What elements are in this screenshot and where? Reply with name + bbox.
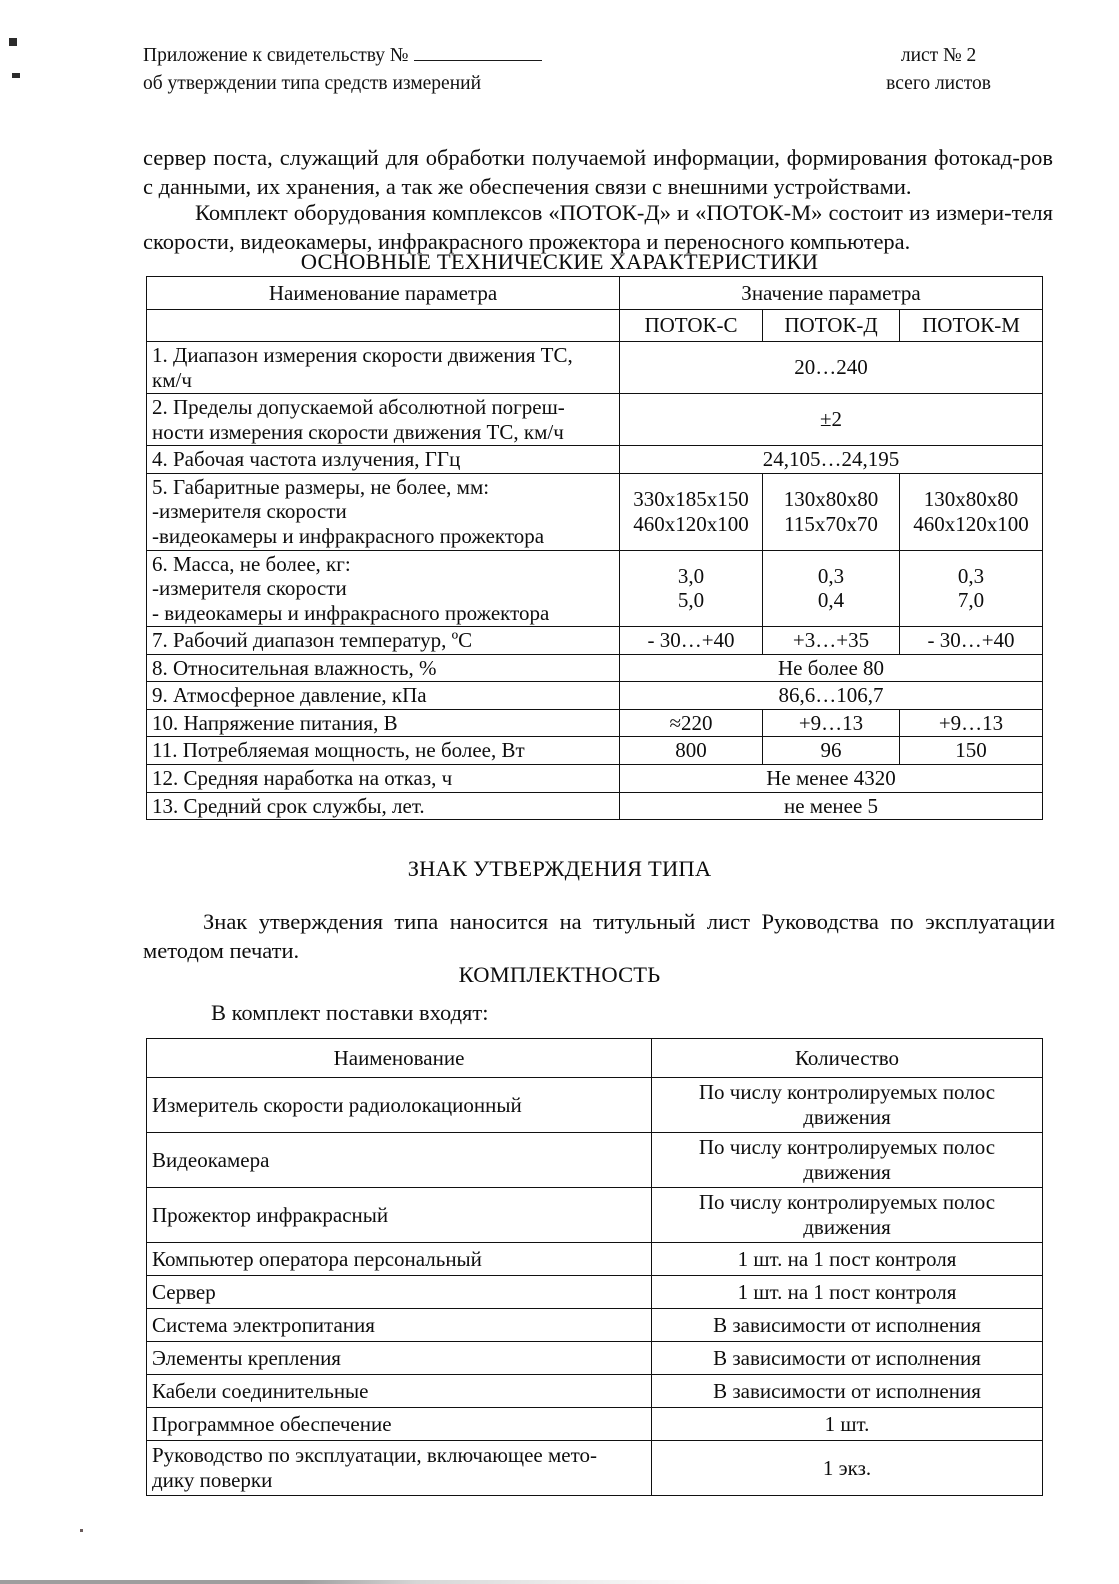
parameter-value-col-1 bbox=[620, 709, 763, 737]
cell-line: Кабели соединительные bbox=[152, 1378, 369, 1403]
header-parameter-name bbox=[147, 277, 620, 310]
cell-line: -видеокамеры и инфракрасного прожектора bbox=[152, 523, 545, 548]
parameter-value-col-2 bbox=[763, 550, 900, 627]
parameter-value-col-3 bbox=[900, 709, 1043, 737]
item-name-cell bbox=[147, 1243, 652, 1276]
column-header-1 bbox=[620, 310, 763, 342]
parameter-name-cell bbox=[147, 792, 620, 820]
item-quantity-cell bbox=[652, 1243, 1043, 1276]
cell-line: ±2 bbox=[819, 407, 843, 432]
parameter-value-merged bbox=[620, 446, 1043, 474]
parameter-value-col-2 bbox=[763, 473, 900, 550]
cell-line: 460x120x100 bbox=[913, 511, 1029, 536]
header-blank-cell bbox=[147, 310, 620, 342]
cell-line: дику поверки bbox=[152, 1468, 273, 1492]
cell-line: Сервер bbox=[152, 1279, 216, 1304]
cell-line: По числу контролируемых полос bbox=[698, 1135, 996, 1160]
table-row bbox=[147, 1441, 1043, 1496]
cell-line: 5. Габаритные размеры, не более, мм: bbox=[152, 474, 490, 499]
kit-section-title: КОМПЛЕКТНОСТЬ bbox=[458, 962, 661, 987]
cell-line: 1 шт. bbox=[824, 1411, 870, 1436]
item-name-cell bbox=[147, 1441, 652, 1496]
cell-line: не менее 5 bbox=[783, 793, 879, 818]
cell-line: По числу контролируемых полос bbox=[698, 1190, 996, 1215]
certificate-number-blank bbox=[414, 44, 542, 61]
cell-line: 0,3 bbox=[817, 563, 845, 588]
item-name-cell bbox=[147, 1375, 652, 1408]
item-name-cell bbox=[147, 1188, 652, 1243]
parameter-name-cell bbox=[147, 550, 620, 627]
cell-line: 130x80x80 bbox=[923, 487, 1019, 512]
parameter-name-cell bbox=[147, 765, 620, 793]
cell-line: 3,0 bbox=[677, 563, 705, 588]
parameter-value-col-1 bbox=[620, 737, 763, 765]
item-quantity-cell bbox=[652, 1408, 1043, 1441]
mark-section-title: ЗНАК УТВЕРЖДЕНИЯ ТИПА bbox=[407, 856, 712, 881]
scan-speck bbox=[9, 38, 17, 46]
item-name-cell bbox=[147, 1408, 652, 1441]
item-name-cell bbox=[147, 1078, 652, 1133]
cell-line: ПОТОК-С bbox=[644, 313, 738, 338]
scan-speck bbox=[80, 1529, 83, 1532]
cell-line: 4. Рабочая частота излучения, ГГц bbox=[152, 447, 461, 472]
cell-line: Не более 80 bbox=[778, 655, 885, 680]
cell-line: ПОТОК-Д bbox=[784, 313, 878, 338]
cell-line: 12. Средняя наработка на отказ, ч bbox=[152, 766, 453, 790]
intro-paragraph-2: Комплект оборудования комплексов «ПОТОК-Д» и «ПОТОК-М» состоит из измери-теля скорости, видеокамеры, инфракрасного прожектора и переносного компьютера. bbox=[143, 199, 1053, 255]
table-row bbox=[147, 1188, 1043, 1243]
table-row bbox=[147, 1408, 1043, 1441]
table-row bbox=[147, 394, 1043, 446]
table-row bbox=[147, 765, 1043, 793]
parameter-name-cell bbox=[147, 342, 620, 394]
total-sheets-label: всего листов bbox=[886, 72, 991, 94]
cell-line: -измерителя скорости bbox=[152, 576, 347, 601]
parameter-name-cell bbox=[147, 394, 620, 446]
parameter-value-col-1 bbox=[620, 627, 763, 655]
table-row bbox=[147, 550, 1043, 627]
table-row bbox=[147, 1309, 1043, 1342]
cell-line: Руководство по эксплуатации, включающее мето- bbox=[152, 1443, 597, 1468]
table-row bbox=[147, 1243, 1043, 1276]
cell-line: Элементы крепления bbox=[152, 1345, 341, 1370]
cell-line: 1 шт. на 1 пост контроля bbox=[737, 1279, 957, 1304]
cell-line: 130x80x80 bbox=[783, 487, 879, 512]
cell-line: ности измерения скорости движения ТС, км/ч bbox=[152, 419, 564, 444]
header-appendix-line bbox=[143, 42, 542, 70]
cell-line: 0,3 bbox=[957, 563, 985, 588]
sheet-number: лист № 2 bbox=[900, 45, 977, 66]
table-header-row bbox=[147, 1039, 1043, 1078]
table-row bbox=[147, 473, 1043, 550]
cell-line: 7,0 bbox=[957, 588, 985, 613]
cell-line: Значение параметра bbox=[741, 280, 921, 305]
parameter-value-merged bbox=[620, 342, 1043, 394]
item-quantity-cell bbox=[652, 1309, 1043, 1342]
cell-line: Система электропитания bbox=[152, 1312, 375, 1337]
kit-section-lead: В комплект поставки входят: bbox=[211, 1000, 489, 1025]
cell-line: 20…240 bbox=[794, 355, 868, 380]
document-header bbox=[143, 42, 1043, 97]
cell-line: 13. Средний срок службы, лет. bbox=[152, 793, 425, 818]
table-row bbox=[147, 654, 1043, 682]
item-quantity-cell bbox=[652, 1078, 1043, 1133]
cell-line: В зависимости от исполнения bbox=[713, 1312, 981, 1337]
parameter-value-col-2 bbox=[763, 709, 900, 737]
parameter-value-merged bbox=[620, 765, 1043, 793]
mark-section-text: Знак утверждения типа наносится на титульный лист Руководства по эксплуатации методом печати. bbox=[143, 908, 1055, 964]
cell-line: движения bbox=[803, 1215, 891, 1239]
cell-line: 96 bbox=[820, 738, 842, 763]
scan-edge bbox=[0, 1580, 720, 1584]
parameter-value-merged bbox=[620, 394, 1043, 446]
column-header-2 bbox=[763, 310, 900, 342]
cell-line: 5,0 bbox=[677, 588, 705, 613]
parameter-value-merged bbox=[620, 654, 1043, 682]
cell-line: движения bbox=[803, 1160, 891, 1184]
cell-line: ПОТОК-М bbox=[922, 313, 1020, 338]
header-appendix-label: Приложение к свидетельству № bbox=[143, 45, 409, 66]
cell-line: Наименование bbox=[333, 1045, 465, 1070]
item-quantity-cell bbox=[652, 1133, 1043, 1188]
cell-line: По числу контролируемых полос bbox=[698, 1080, 996, 1105]
cell-line: +9…13 bbox=[798, 710, 864, 735]
item-quantity-cell bbox=[652, 1188, 1043, 1243]
table-row bbox=[147, 709, 1043, 737]
parameter-name-cell bbox=[147, 627, 620, 655]
cell-line: +3…+35 bbox=[792, 628, 870, 653]
cell-line: км/ч bbox=[152, 367, 192, 392]
table-header-row bbox=[147, 277, 1043, 310]
parameter-name-cell bbox=[147, 446, 620, 474]
item-name-cell bbox=[147, 1342, 652, 1375]
cell-line: 0,4 bbox=[817, 588, 845, 613]
cell-line: 6. Масса, не более, кг: bbox=[152, 551, 351, 576]
technical-characteristics-table bbox=[146, 276, 1043, 820]
cell-line: Прожектор инфракрасный bbox=[152, 1202, 389, 1227]
cell-line: 9. Атмосферное давление, кПа bbox=[152, 683, 427, 708]
cell-line: Компьютер оператора персональный bbox=[152, 1246, 482, 1271]
table-row bbox=[147, 1342, 1043, 1375]
cell-line: 10. Напряжение питания, В bbox=[152, 710, 398, 735]
cell-line: - видеокамеры и инфракрасного прожектора bbox=[152, 600, 550, 625]
table-row bbox=[147, 792, 1043, 820]
cell-line: ≈220 bbox=[669, 710, 713, 735]
scan-speck bbox=[12, 73, 20, 78]
cell-line: 11. Потребляемая мощность, не более, Вт bbox=[152, 738, 525, 763]
table-subheader-row bbox=[147, 310, 1043, 342]
table-row bbox=[147, 342, 1043, 394]
cell-line: 800 bbox=[675, 738, 707, 763]
item-quantity-cell bbox=[652, 1375, 1043, 1408]
header-right-block bbox=[886, 42, 1043, 97]
cell-line: движения bbox=[803, 1105, 891, 1129]
cell-line: - 30…+40 bbox=[647, 628, 735, 653]
parameter-value-col-3 bbox=[900, 627, 1043, 655]
cell-line: 330x185x150 bbox=[633, 487, 749, 512]
table-row bbox=[147, 1276, 1043, 1309]
parameter-value-merged bbox=[620, 792, 1043, 820]
column-header-3 bbox=[900, 310, 1043, 342]
parameter-name-cell bbox=[147, 654, 620, 682]
item-quantity-cell bbox=[652, 1342, 1043, 1375]
parameter-value-col-1 bbox=[620, 473, 763, 550]
cell-line: 24,105…24,195 bbox=[762, 447, 900, 472]
cell-line: 460x120x100 bbox=[633, 511, 749, 536]
item-quantity-cell bbox=[652, 1276, 1043, 1309]
cell-line: Наименование параметра bbox=[268, 280, 498, 305]
item-quantity-cell bbox=[652, 1441, 1043, 1496]
table-row bbox=[147, 1078, 1043, 1133]
cell-line: 8. Относительная влажность, % bbox=[152, 655, 437, 680]
header-approval-line: об утверждении типа средств измерений bbox=[143, 72, 482, 94]
header-item-qty bbox=[652, 1039, 1043, 1078]
cell-line: 86,6…106,7 bbox=[778, 683, 884, 708]
tech-section-title: ОСНОВНЫЕ ТЕХНИЧЕСКИЕ ХАРАКТЕРИСТИКИ bbox=[300, 249, 819, 274]
cell-line: 1. Диапазон измерения скорости движения ТС, bbox=[152, 343, 573, 367]
cell-line: 1 экз. bbox=[822, 1455, 872, 1480]
item-name-cell bbox=[147, 1309, 652, 1342]
cell-line: В зависимости от исполнения bbox=[713, 1378, 981, 1403]
cell-line: - 30…+40 bbox=[927, 628, 1015, 653]
cell-line: В зависимости от исполнения bbox=[713, 1345, 981, 1370]
cell-line: Не менее 4320 bbox=[766, 766, 896, 790]
table-row bbox=[147, 627, 1043, 655]
cell-line: 7. Рабочий диапазон температур, ºС bbox=[152, 628, 473, 653]
completeness-table bbox=[146, 1038, 1043, 1496]
table-row bbox=[147, 1375, 1043, 1408]
parameter-value-col-3 bbox=[900, 737, 1043, 765]
cell-line: Измеритель скорости радиолокационный bbox=[152, 1092, 522, 1117]
table-row bbox=[147, 737, 1043, 765]
cell-line: 150 bbox=[955, 738, 987, 763]
cell-line: 115x70x70 bbox=[784, 511, 878, 536]
item-name-cell bbox=[147, 1133, 652, 1188]
table-row bbox=[147, 446, 1043, 474]
parameter-value-col-2 bbox=[763, 627, 900, 655]
cell-line: Количество bbox=[794, 1045, 900, 1070]
header-item-name bbox=[147, 1039, 652, 1078]
parameter-name-cell bbox=[147, 473, 620, 550]
parameter-name-cell bbox=[147, 709, 620, 737]
cell-line: Видеокамера bbox=[152, 1147, 270, 1172]
item-name-cell bbox=[147, 1276, 652, 1309]
cell-line: Программное обеспечение bbox=[152, 1411, 392, 1436]
table-row bbox=[147, 682, 1043, 710]
cell-line: 2. Пределы допускаемой абсолютной погреш- bbox=[152, 395, 565, 420]
parameter-value-col-3 bbox=[900, 550, 1043, 627]
intro-paragraph-1: сервер поста, служащий для обработки получаемой информации, формирования фотокад-ров с данными, их хранения, а так же обеспечения связи с внешними устройствами. bbox=[143, 144, 1053, 200]
parameter-value-merged bbox=[620, 682, 1043, 710]
table-row bbox=[147, 1133, 1043, 1188]
parameter-name-cell bbox=[147, 737, 620, 765]
parameter-name-cell bbox=[147, 682, 620, 710]
cell-line: +9…13 bbox=[938, 710, 1004, 735]
parameter-value-col-1 bbox=[620, 550, 763, 627]
header-left-block bbox=[143, 42, 542, 97]
parameter-value-col-2 bbox=[763, 737, 900, 765]
cell-line: 1 шт. на 1 пост контроля bbox=[737, 1246, 957, 1271]
parameter-value-col-3 bbox=[900, 473, 1043, 550]
header-parameter-value bbox=[620, 277, 1043, 310]
cell-line: -измерителя скорости bbox=[152, 499, 347, 524]
